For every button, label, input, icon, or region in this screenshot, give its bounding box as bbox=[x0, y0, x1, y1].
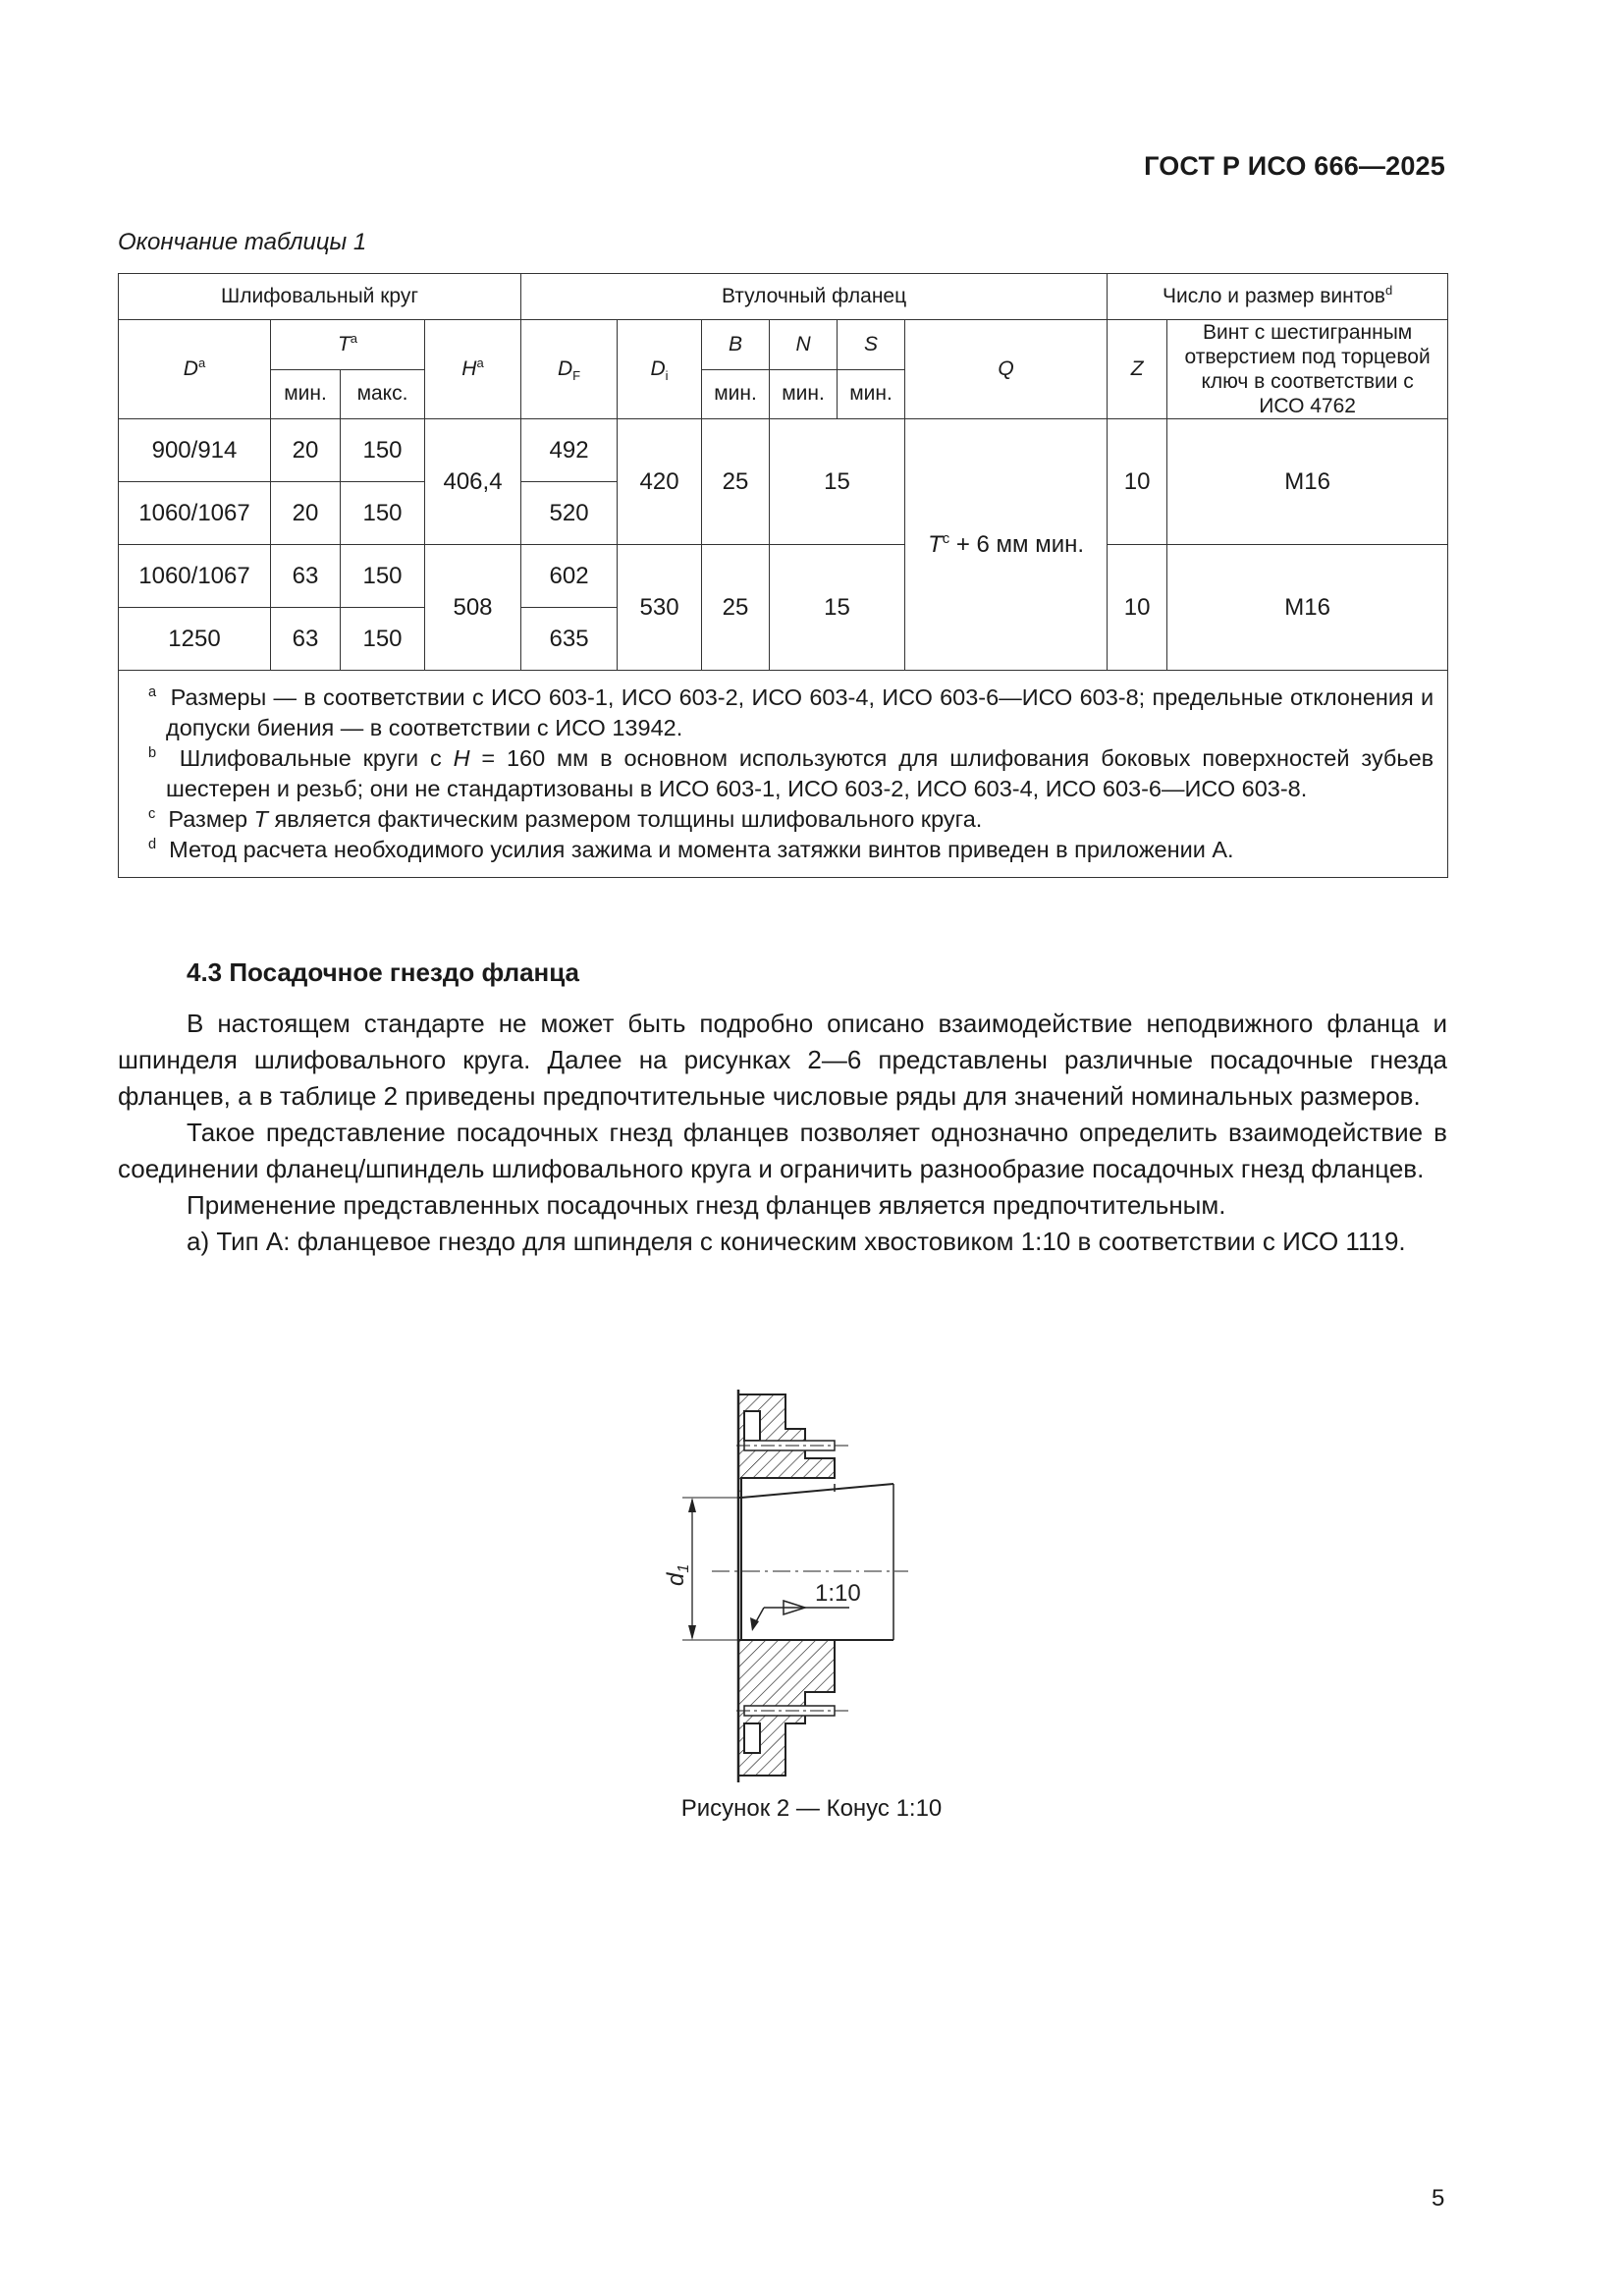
note-b: $^b$ Шлифовальные круги с H = 160 мм в основном используются для шлифования боковых поверхностей зубьев шестерен и резьб; они не стандартизованы в ИСО 603-1, ИСО 603-2, ИСО 603-4, ИСО 603-6—ИСО 603-8. bbox=[148, 745, 1434, 801]
cell-Q: $T^c + 6$ мм мин. bbox=[905, 419, 1108, 671]
cell-D: 1060/1067 bbox=[119, 482, 271, 545]
col-Di: $D_i$ bbox=[618, 320, 702, 419]
cell-NS: 15 bbox=[770, 545, 905, 671]
cell-Di: 530 bbox=[618, 545, 702, 671]
col-Q: Q bbox=[905, 320, 1108, 419]
paragraph: Такое представление посадочных гнезд фланцев позволяет однозначно определить взаимодействие в соединении фланец/шпиндель шлифовального круга и ограничить разнообразие посадочных гнезд фланцев. bbox=[118, 1118, 1447, 1183]
cell-DF: 635 bbox=[521, 608, 618, 671]
cell-B: 25 bbox=[702, 419, 770, 545]
cell-H: 406,4 bbox=[425, 419, 521, 545]
col-T: $T^a$ bbox=[271, 320, 425, 370]
cell-Z: 10 bbox=[1108, 545, 1167, 671]
col-H: $H^a$ bbox=[425, 320, 521, 419]
cell-NS: 15 bbox=[770, 419, 905, 545]
figure-caption: Рисунок 2 — Конус 1:10 bbox=[680, 1795, 943, 1822]
document-header: ГОСТ Р ИСО 666—2025 bbox=[1144, 151, 1445, 181]
cell-Di: 420 bbox=[618, 419, 702, 545]
paragraph: а) Тип А: фланцевое гнездо для шпинделя с коническим хвостовиком 1:10 в соответствии с ИСО 1119. bbox=[187, 1227, 1406, 1256]
header-screws: Число и размер винтов$^d$ bbox=[1108, 274, 1448, 320]
col-N: N bbox=[770, 320, 838, 370]
cell-Tmax: 150 bbox=[341, 608, 425, 671]
col-D: $D^a$ bbox=[119, 320, 271, 419]
cell-D: 900/914 bbox=[119, 419, 271, 482]
figure-drawing bbox=[628, 1390, 962, 1787]
section-body bbox=[118, 1006, 1447, 1260]
cell-D: 1250 bbox=[119, 608, 271, 671]
cell-Tmax: 150 bbox=[341, 419, 425, 482]
header-flange: Втулочный фланец bbox=[521, 274, 1108, 320]
paragraph: В настоящем стандарте не может быть подробно описано взаимодействие неподвижного фланца и шпинделя шлифовального круга. Далее на рисунках 2—6 представлены различные посадочные гнезда фланцев, а в таблице 2 приведены предпочтительные числовые ряды для значений номинальных размеров. bbox=[118, 1009, 1447, 1111]
cell-Tmax: 150 bbox=[341, 545, 425, 608]
col-Z: Z bbox=[1108, 320, 1167, 419]
cell-Tmin: 20 bbox=[271, 482, 341, 545]
dimension-label-d1: $d_1$ bbox=[663, 1563, 692, 1586]
taper-label: 1:10 bbox=[815, 1580, 861, 1607]
cell-DF: 520 bbox=[521, 482, 618, 545]
cell-screw: M16 bbox=[1167, 545, 1448, 671]
cell-D: 1060/1067 bbox=[119, 545, 271, 608]
cell-Z: 10 bbox=[1108, 419, 1167, 545]
paragraph: Применение представленных посадочных гнезд фланцев является предпочтительным. bbox=[187, 1190, 1226, 1220]
section-heading: 4.3 Посадочное гнездо фланца bbox=[187, 957, 580, 987]
cell-Tmax: 150 bbox=[341, 482, 425, 545]
note-c: $^c$ Размер T является фактическим размером толщины шлифовального круга. bbox=[148, 806, 983, 832]
col-S: S bbox=[838, 320, 905, 370]
col-N-min: мин. bbox=[770, 370, 838, 419]
cell-DF: 602 bbox=[521, 545, 618, 608]
note-a: $^a$ Размеры — в соответствии с ИСО 603-1, ИСО 603-2, ИСО 603-4, ИСО 603-6—ИСО 603-8; предельные отклонения и допуски биения — в соответствии с ИСО 13942. bbox=[148, 684, 1434, 740]
cell-DF: 492 bbox=[521, 419, 618, 482]
col-B-min: мин. bbox=[702, 370, 770, 419]
col-B: B bbox=[702, 320, 770, 370]
cell-B: 25 bbox=[702, 545, 770, 671]
page-number: 5 bbox=[1432, 2185, 1445, 2212]
col-T-min: мин. bbox=[271, 370, 341, 419]
cell-H: 508 bbox=[425, 545, 521, 671]
cell-Tmin: 63 bbox=[271, 608, 341, 671]
note-d: $^d$ Метод расчета необходимого усилия зажима и момента затяжки винтов приведен в приложении А. bbox=[148, 837, 1234, 862]
col-DF: $D_F$ bbox=[521, 320, 618, 419]
table-notes bbox=[119, 671, 1448, 878]
cell-Tmin: 20 bbox=[271, 419, 341, 482]
table-caption: Окончание таблицы 1 bbox=[118, 229, 367, 255]
data-table bbox=[118, 273, 1448, 878]
cell-Tmin: 63 bbox=[271, 545, 341, 608]
col-T-max: макс. bbox=[341, 370, 425, 419]
col-S-min: мин. bbox=[838, 370, 905, 419]
header-wheel: Шлифовальный круг bbox=[119, 274, 521, 320]
col-screw: Винт с шестигранным отверстием под торцевой ключ в соответствии с ИСО 4762 bbox=[1167, 320, 1448, 419]
cell-screw: M16 bbox=[1167, 419, 1448, 545]
